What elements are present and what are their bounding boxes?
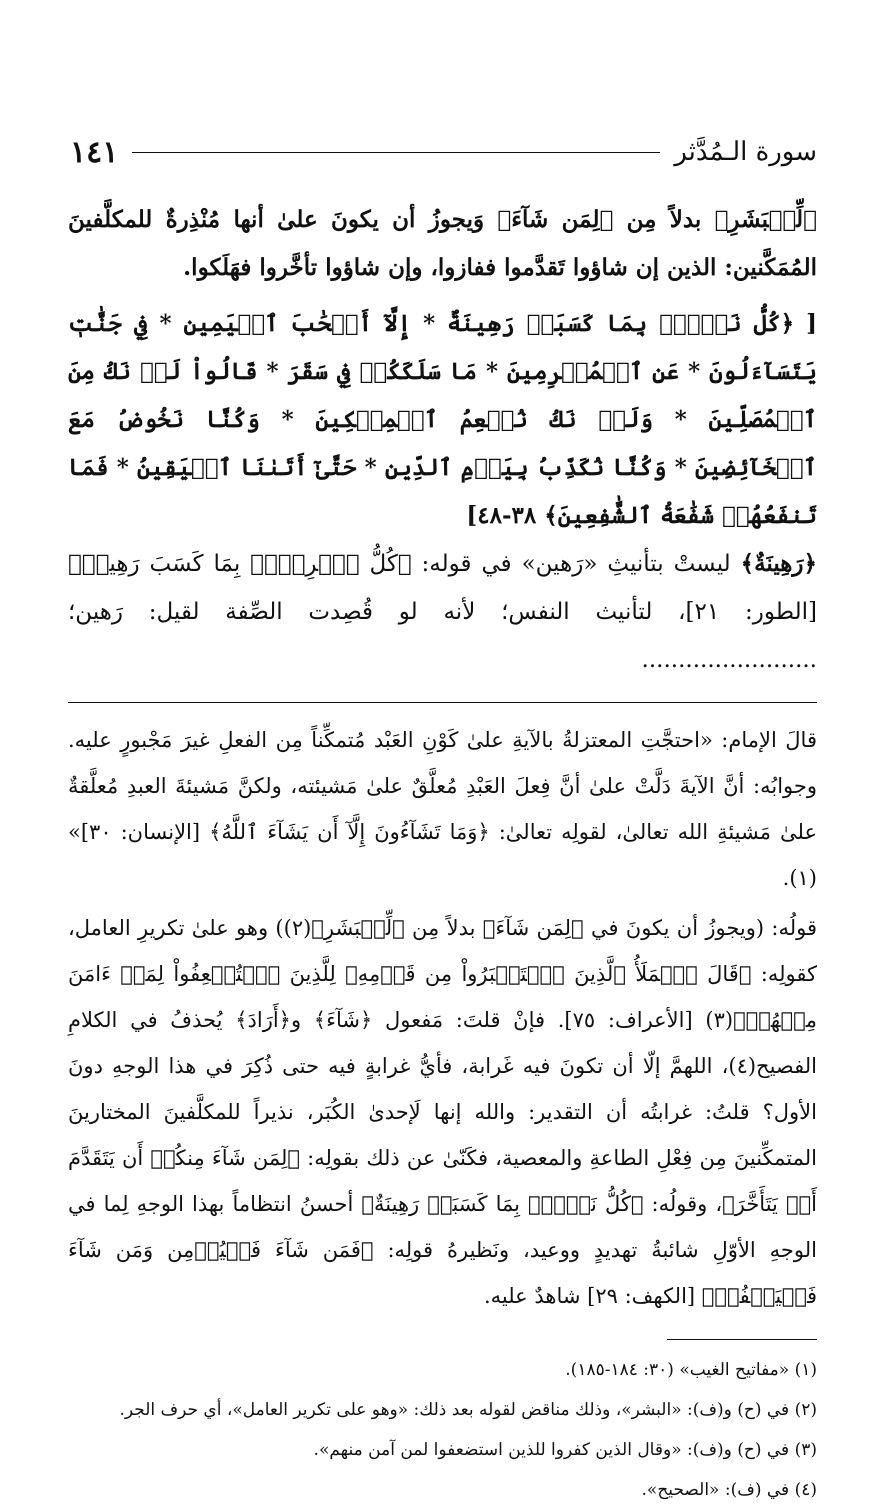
commentary-text (68, 717, 817, 1319)
main-paragraph-2 (68, 540, 817, 684)
main-text (68, 196, 817, 684)
header-rule (132, 152, 660, 153)
quran-verses: [ ﴿كُلُّ نَفۡسِۭ بِمَا كَسَبَتۡ رَهِينَةٌ * إِلَّآ أَصۡحَٰبَ ٱلۡيَمِينِ * فِي جَنَّٰتٖ يَتَسَآءَلُونَ * عَنِ ٱلۡمُجۡرِمِينَ * مَا سَلَكَكُمۡ فِي سَقَرَ * قَالُواْ لَمۡ نَكُ مِنَ ٱلۡمُصَلِّينَ * وَلَمۡ نَكُ نُطۡعِمُ ٱلۡمِسۡكِينَ * وَكُنَّا نَخُوضُ مَعَ ٱلۡخَآئِضِينَ * وَكُنَّا نُكَذِّبُ بِيَوۡمِ ٱلدِّينِ * حَتَّىٰٓ أَتَىٰنَا ٱلۡيَقِينُ * فَمَا تَنفَعُهُمۡ شَفَٰعَةُ ٱلشَّٰفِعِينَ﴾ ٣٨-٤٨] (68, 310, 817, 529)
commentary-paragraph: قولُه: (ويجوزُ أن يكونَ في ﴿لِمَن شَآءَ﴾ بدلاً مِن ﴿لِّلۡبَشَرِ﴾(٢)) وهو علىٰ تكريرِ العامل، كقولِه: ﴿قَالَ ٱلۡمَلَأُ ٱلَّذِينَ ٱسۡتَكۡبَرُواْ مِن قَوۡمِهِۦ لِلَّذِينَ ٱسۡتُضۡعِفُواْ لِمَنۡ ءَامَنَ مِنۡهُمۡ﴾(٣) [الأعراف: ٧٥]. فإنْ قلتَ: مَفعول ﴿شَآءَ﴾ و﴿أَرَادَ﴾ يُحذفُ في الكلامِ الفصيح(٤)، اللهمَّ إلّا أن تكونَ فيه غَرابة، فأيُّ غرابةٍ فيه حتى ذُكِرَ في هذا الوجهِ دونَ الأول؟ قلتُ: غرابتُه أن التقدير: والله إنها لَإحدىٰ الكُبَر، نذيراً للمكلَّفينَ المختارينَ المتمكِّنينَ مِن فِعْلِ الطاعةِ والمعصية، فكَنّىٰ عن ذلك بقولِه: ﴿لِمَن شَآءَ مِنكُمۡ أَن يَتَقَدَّمَ أَوۡ يَتَأَخَّرَ﴾، وقولُه: ﴿كُلُّ نَفۡسِۭ بِمَا كَسَبَتۡ رَهِينَةٌ﴾ أحسنُ انتظاماً بهذا الوجهِ لِما في الوجهِ الأوّلِ شائبةُ تهديدٍ ووعيد، ونَظيرهُ قولِه: ﴿فَمَن شَآءَ فَلۡيُؤۡمِن وَمَن شَآءَ فَلۡيَكۡفُرۡ﴾ [الكهف: ٢٩] شاهدٌ عليه. (68, 916, 818, 1308)
page-content (68, 196, 817, 1510)
surah-title: سورة الـمُدَّثر (674, 137, 817, 167)
footnote: (٢) في (ح) و(ف): «البشر»، وذلك مناقض لقوله بعد ذلك: «وهو على تكرير العامل»، أي حرف الجر. (119, 1400, 817, 1420)
main-paragraph: ﴿لِّلۡبَشَرِ﴾ بدلاً مِن ﴿لِمَن شَآءَ﴾ وَيجوزُ أن يكونَ علىٰ أنها مُنْذِرةٌ للمكلَّفينَ المُمَكَّنين: الذين إن شاؤوا تَقدَّموا ففازوا، وإن شاؤوا تأخَّروا فهَلَكوا. (68, 206, 817, 281)
page-header (70, 130, 817, 174)
page-number: ١٤١ (70, 134, 119, 170)
footnote: (٣) في (ح) و(ف): «وقال الذين كفروا للذين استضعفوا لمن آمن منهم». (313, 1440, 817, 1460)
paragraph-body: ليستْ بتأنيثِ «رَهين» في قوله: ﴿كُلُّ ٱمۡرِيِٕۭ بِمَا كَسَبَ رَهِينٞ﴾ [الطور: ٢١]، لتأنيث النفس؛ لأنه لو قُصِدت الصِّفة لقيل: رَهين؛ ........................ (68, 551, 817, 673)
commentary-paragraph: قالَ الإمام: «احتجَّتِ المعتزلةُ بالآيةِ علىٰ كَوْنِ العَبْد مُتمكِّناً مِن الفعلِ غيرَ مَجْبورٍ عليه. وجوابُه: أنَّ الآيةَ دَلَّتْ علىٰ أنَّ فِعلَ العَبْدِ مُعلَّقٌ علىٰ مَشيئته، ولكنَّ مَشيئةَ العبدِ مُعلَّقةٌ علىٰ مَشيئةِ الله تعالىٰ، لقولِه تعالىٰ: ﴿وَمَا تَشَآءُونَ إِلَّآ أَن يَشَآءَ ٱللَّهُ﴾ [الإنسان: ٣٠]» (١). (68, 728, 817, 890)
section-divider (68, 702, 817, 703)
lead-word: ﴿رَهِينَةٌ﴾ (740, 550, 817, 577)
footnote: (٤) في (ف): «الصحيح». (641, 1480, 817, 1500)
footnotes (68, 1350, 817, 1510)
footnote: (١) «مفاتيح الغيب» (٣٠: ١٨٤-١٨٥). (565, 1360, 817, 1380)
footnote-divider (667, 1339, 817, 1340)
